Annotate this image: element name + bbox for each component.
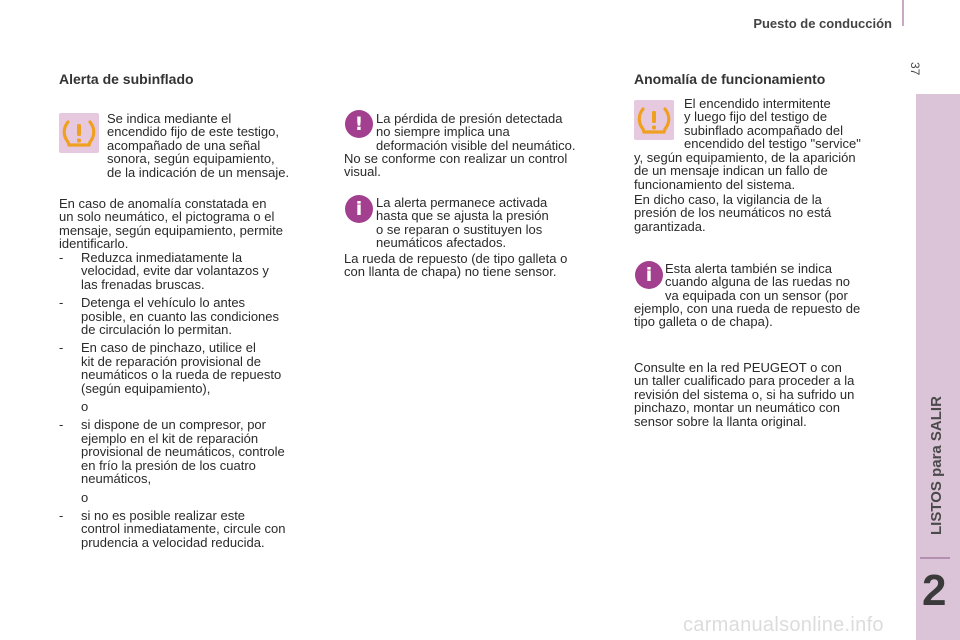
text-line: de la indicación de un mensaje. — [107, 164, 290, 180]
text-line: tipo galleta o de chapa). — [634, 314, 773, 330]
text-line: (según equipamiento), — [81, 380, 211, 396]
text-line: garantizada. — [634, 218, 706, 234]
text-line: va equipada con un sensor (por — [665, 287, 848, 303]
text-line: Se indica mediante el — [107, 111, 232, 126]
warning-note-tail — [344, 152, 624, 179]
text-line: no siempre implica una — [376, 124, 510, 140]
subinflado-action-list — [59, 251, 329, 549]
text-line: y, según equipamiento, de la aparición — [634, 150, 856, 165]
text-line: o se reparan o sustituyen los — [376, 221, 543, 237]
text-line: o — [81, 489, 89, 505]
subinflado-intro — [107, 112, 327, 179]
text-line: cuando alguna de las ruedas no — [665, 274, 851, 290]
text-line: velocidad, evite dar volantazos y — [81, 263, 269, 279]
text-line: encendido fijo de este testigo, — [107, 124, 280, 140]
text-line: hasta que se ajusta la presión — [376, 208, 549, 224]
list-dash: - — [59, 417, 64, 433]
warning-note — [376, 112, 621, 152]
list-dash: - — [59, 340, 64, 356]
text-line: subinflado acompañado del — [684, 122, 844, 138]
anomalia-intro-tail — [634, 151, 904, 191]
text-line: identificarlo. — [59, 236, 129, 252]
text-line: de un mensaje indican un fallo de — [634, 163, 828, 179]
list-item — [59, 418, 329, 485]
text-line: Consulte en la red PEUGEOT o con — [634, 360, 842, 375]
list-dash — [59, 400, 81, 413]
text-line: pinchazo, montar un neumático con — [634, 400, 840, 416]
page-number: 37 — [908, 62, 922, 76]
text-line: si dispone de un compresor, por — [81, 417, 266, 433]
info-icon — [633, 259, 665, 291]
list-item — [59, 509, 329, 549]
text-line: En caso de anomalía constatada en — [59, 196, 267, 211]
text-line: kit de reparación provisional de — [81, 353, 261, 369]
tire-pressure-warning-icon — [59, 113, 99, 153]
text-line: En dicho caso, la vigilancia de la — [634, 192, 822, 207]
list-dash: - — [59, 295, 64, 311]
info-glyph: i — [345, 195, 373, 223]
anomalia-paragraph — [634, 193, 904, 233]
text-line: La alerta permanece activada — [376, 195, 548, 210]
text-line: neumáticos afectados. — [376, 235, 507, 251]
text-line: revisión del sistema o, si ha sufrido un — [634, 386, 855, 402]
text-line: en frío la presión de los cuatro — [81, 457, 256, 473]
text-line: visual. — [344, 164, 381, 180]
header-divider — [902, 0, 904, 26]
text-line: La pérdida de presión detectada — [376, 111, 563, 126]
text-line: neumáticos, — [81, 471, 152, 487]
list-item — [59, 251, 329, 291]
text-line: En caso de pinchazo, utilice el — [81, 340, 256, 356]
text-line: sensor sobre la llanta original. — [634, 413, 807, 429]
text-line: posible, en cuanto las condiciones — [81, 308, 280, 324]
text-line: ejemplo, con una rueda de repuesto de — [634, 301, 861, 316]
text-line: Detenga el vehículo lo antes — [81, 295, 246, 311]
exclamation-glyph: ! — [345, 110, 373, 138]
chapter-number: 2 — [922, 566, 947, 615]
text-line: neumáticos o la rueda de repuesto — [81, 367, 282, 383]
list-dash: - — [59, 250, 64, 265]
subinflado-paragraph — [59, 197, 329, 251]
list-item — [59, 491, 329, 504]
text-line: funcionamiento del sistema. — [634, 176, 796, 192]
text-line: mensaje, según equipamiento, permite — [59, 222, 284, 238]
text-line: Reduzca inmediatamente la — [81, 250, 243, 265]
text-line: prudencia a velocidad reducida. — [81, 534, 265, 550]
text-line: deformación visible del neumático. — [376, 137, 576, 153]
watermark: carmanualsonline.info — [683, 614, 884, 636]
text-line: acompañado de una señal — [107, 137, 261, 153]
text-line: ejemplo en el kit de reparación — [81, 430, 259, 446]
chapter-divider — [920, 557, 950, 559]
list-item — [59, 296, 329, 336]
text-line: de circulación lo permitan. — [81, 322, 233, 338]
text-line: si no es posible realizar este — [81, 507, 246, 523]
page-header-title: Puesto de conducción — [753, 16, 892, 31]
list-dash: - — [59, 507, 64, 523]
text-line: o — [81, 399, 89, 415]
text-line: provisional de neumáticos, controle — [81, 444, 285, 460]
list-item — [59, 341, 329, 395]
text-line: La rueda de repuesto (de tipo galleta o — [344, 251, 568, 266]
text-line: El encendido intermitente — [684, 96, 831, 111]
anomalia-info-tail — [634, 302, 909, 329]
exclamation-icon — [343, 108, 375, 140]
info-glyph: i — [635, 261, 663, 289]
text-line: y luego fijo del testigo de — [684, 109, 828, 125]
text-line: un taller cualificado para proceder a la — [634, 373, 855, 389]
anomalia-info-note — [665, 262, 905, 302]
text-line: No se conforme con realizar un control — [344, 151, 568, 166]
text-line: Esta alerta también se indica — [665, 261, 832, 276]
text-line: las frenadas bruscas. — [81, 276, 205, 292]
spare-wheel-note — [344, 252, 624, 279]
info-icon — [343, 193, 375, 225]
text-line: sonora, según equipamiento, — [107, 151, 275, 167]
text-line: encendido del testigo "service" — [684, 136, 861, 152]
text-line: un solo neumático, el pictograma o el — [59, 209, 275, 225]
text-line: presión de los neumáticos no está — [634, 205, 832, 221]
text-line: con llanta de chapa) no tiene sensor. — [344, 264, 557, 280]
chapter-label: LISTOS para SALIR — [928, 396, 945, 535]
list-dash — [59, 491, 81, 504]
info-note — [376, 196, 621, 250]
tire-pressure-warning-icon — [634, 100, 674, 140]
text-line: control inmediatamente, circule con — [81, 521, 286, 537]
section-heading-subinflado: Alerta de subinflado — [59, 71, 194, 87]
anomalia-final-paragraph — [634, 361, 909, 428]
list-item — [59, 400, 329, 413]
anomalia-intro — [684, 97, 904, 151]
section-heading-anomalia: Anomalía de funcionamiento — [634, 71, 826, 87]
